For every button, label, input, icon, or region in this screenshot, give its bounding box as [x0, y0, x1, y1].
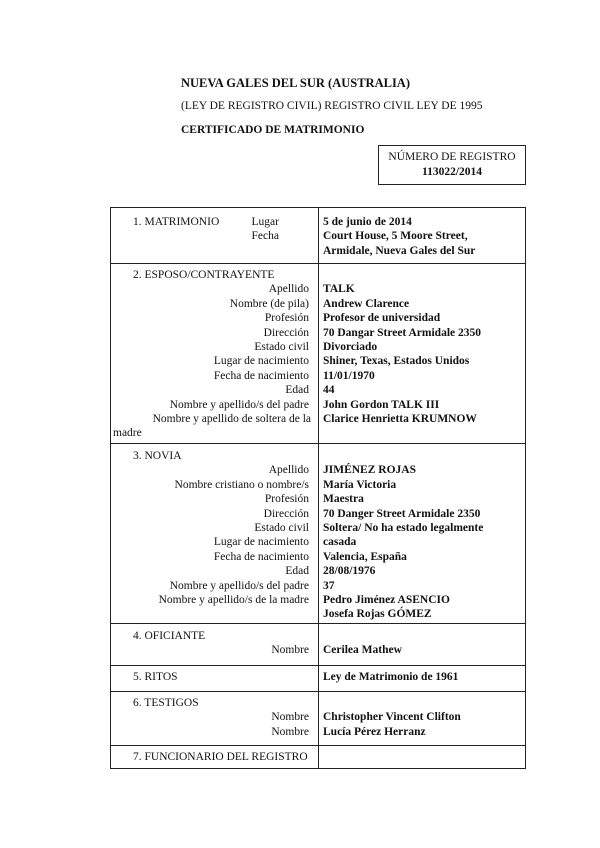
- field-value: 5 de junio de 2014: [323, 216, 412, 228]
- field-value: 44: [323, 384, 335, 397]
- field-label: Lugar de nacimiento: [213, 536, 309, 549]
- field-value: Andrew Clarence: [323, 297, 410, 310]
- field-value: 11/01/1970: [323, 369, 375, 382]
- field-label: Profesión: [264, 493, 309, 506]
- field-label: Lugar de nacimiento: [213, 355, 309, 368]
- section-title: 3. NOVIA: [133, 450, 182, 462]
- field-value: 37: [323, 579, 335, 592]
- field-label: Dirección: [263, 507, 309, 520]
- column-divider: [318, 208, 319, 768]
- field-label: Nombre y apellido/s de la madre: [158, 593, 309, 606]
- field-label-date: Fecha: [251, 230, 279, 243]
- field-value: Clarice Henrietta KRUMNOW: [323, 412, 477, 425]
- field-label: Dirección: [263, 326, 309, 339]
- field-label: Edad: [285, 384, 309, 397]
- row-divider: [111, 623, 525, 624]
- field-label: Nombre y apellido de soltera de la: [152, 412, 311, 425]
- field-label-wrap: madre: [113, 427, 142, 440]
- field-label: Profesión: [264, 312, 309, 325]
- row-divider: [111, 745, 525, 746]
- row-divider: [111, 665, 525, 666]
- field-value: casada: [323, 536, 357, 549]
- field-label: Apellido: [268, 464, 309, 477]
- field-value: JIMÉNEZ ROJAS: [323, 464, 416, 477]
- field-value: 70 Danger Street Armidale 2350: [323, 507, 481, 520]
- section-title: 4. OFICIANTE: [133, 630, 206, 642]
- field-value: Pedro Jiménez ASENCIO: [323, 593, 450, 606]
- row-divider: [111, 263, 525, 264]
- field-label: Nombre cristiano o nombre/s: [174, 478, 309, 491]
- field-value: 70 Dangar Street Armidale 2350: [323, 326, 482, 339]
- field-value: Cerilea Mathew: [323, 644, 402, 657]
- field-label: Estado civil: [254, 340, 309, 353]
- section-title: 1. MATRIMONIO: [133, 216, 220, 228]
- field-label: Nombre: [271, 711, 309, 724]
- field-label: Nombre y apellido/s del padre: [169, 398, 309, 411]
- field-value: Court House, 5 Moore Street,: [323, 230, 468, 243]
- section-title: 7. FUNCIONARIO DEL REGISTRO: [133, 751, 308, 763]
- field-value: Josefa Rojas GÓMEZ: [323, 608, 432, 621]
- certificate-title: CERTIFICADO DE MATRIMONIO: [181, 124, 365, 136]
- field-value: Shiner, Texas, Estados Unidos: [323, 355, 470, 368]
- registry-number-label: NÚMERO DE REGISTRO: [388, 151, 516, 163]
- field-value: María Victoria: [323, 478, 397, 491]
- field-value: Lucía Pérez Herranz: [323, 725, 426, 738]
- field-label: Estado civil: [254, 521, 309, 534]
- row-divider: [111, 691, 525, 692]
- field-value: Soltera/ No ha estado legalmente: [323, 521, 484, 534]
- field-label-place: Lugar: [251, 216, 279, 228]
- field-label: Apellido: [268, 283, 309, 296]
- field-value: Maestra: [323, 493, 364, 506]
- field-label: Nombre: [271, 725, 309, 738]
- field-value: Christopher Vincent Clifton: [323, 711, 461, 724]
- field-value: Armidale, Nueva Gales del Sur: [323, 244, 476, 257]
- row-divider: [111, 443, 525, 444]
- section-title: 2. ESPOSO/CONTRAYENTE: [133, 269, 275, 281]
- field-label: Nombre: [271, 644, 309, 657]
- document-title: NUEVA GALES DEL SUR (AUSTRALIA): [181, 76, 410, 90]
- field-value: 28/08/1976: [323, 565, 376, 578]
- section-title: 6. TESTIGOS: [133, 697, 199, 709]
- field-label: Nombre y apellido/s del padre: [169, 579, 309, 592]
- field-label: Nombre (de pila): [229, 297, 309, 310]
- registry-number-value: 113022/2014: [421, 166, 483, 178]
- field-value: John Gordon TALK III: [323, 398, 440, 411]
- field-value: Valencia, España: [323, 550, 407, 563]
- certificate-table: [110, 207, 526, 769]
- field-label: Edad: [285, 565, 309, 578]
- field-value: Profesor de universidad: [323, 312, 441, 325]
- field-label: Fecha de nacimiento: [213, 550, 309, 563]
- law-reference: (LEY DE REGISTRO CIVIL) REGISTRO CIVIL LEY DE 1995: [181, 100, 483, 112]
- field-value: Ley de Matrimonio de 1961: [323, 671, 459, 683]
- field-value: TALK: [323, 283, 355, 296]
- section-title: 5. RITOS: [133, 671, 178, 683]
- field-label: Fecha de nacimiento: [213, 369, 309, 382]
- registry-number-box: [378, 145, 526, 185]
- field-value: Divorciado: [323, 340, 378, 353]
